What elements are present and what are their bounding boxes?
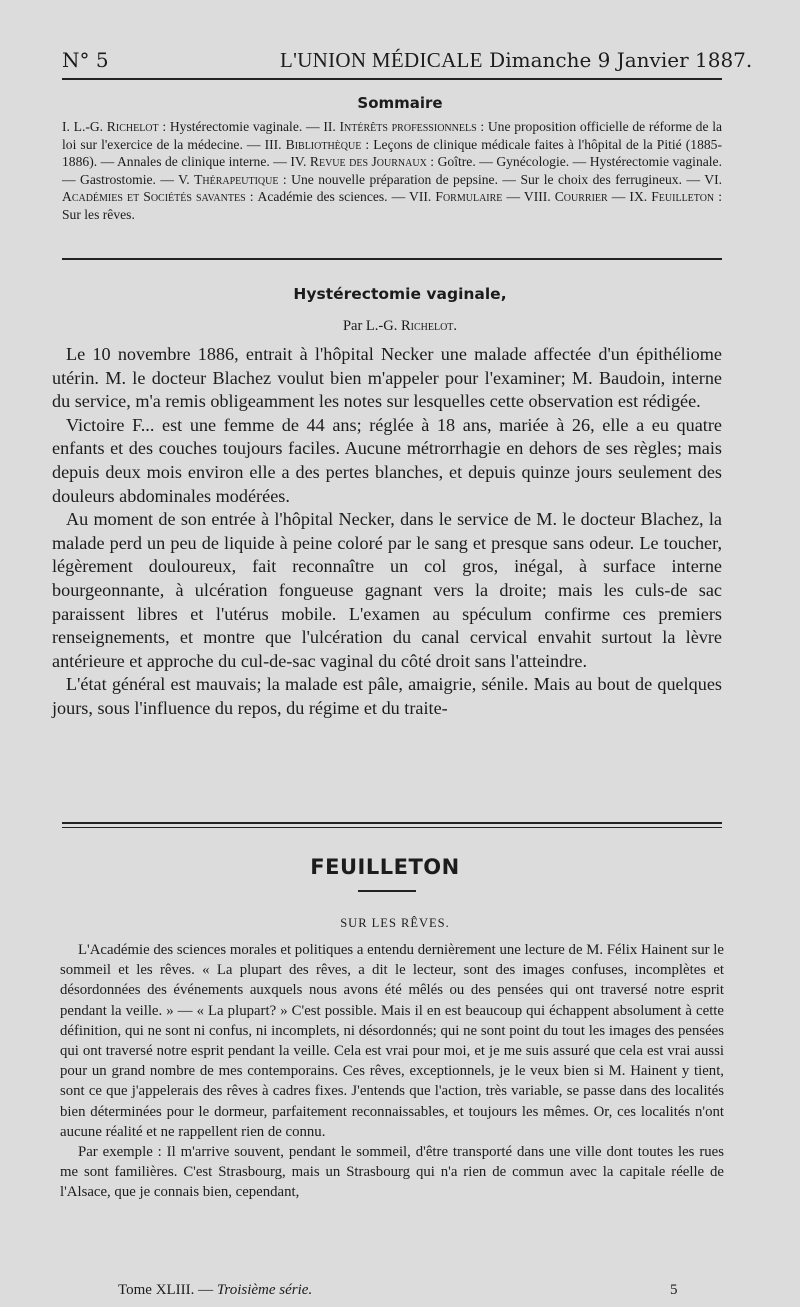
- sommaire-item: III. Bibliothèque : Leçons de clinique médicale faites à l'hôpital de la Pitié (1885-1886). — Annales de clinique interne. —: [62, 136, 722, 169]
- sommaire-item-number: VI.: [704, 171, 722, 187]
- issue-number: N° 5: [62, 48, 109, 72]
- sommaire-item-heading: Revue des Journaux :: [309, 154, 438, 169]
- sommaire-item-heading: L.-G. Richelot :: [73, 119, 170, 134]
- sommaire-item-number: VII.: [409, 189, 436, 204]
- issue-date: Dimanche 9 Janvier 1887.: [489, 48, 753, 72]
- sommaire-item: VII. Formulaire —: [409, 189, 524, 204]
- sommaire-item-heading: Thérapeutique :: [194, 171, 292, 187]
- feuilleton-body: [60, 940, 724, 1203]
- sommaire-title: Sommaire: [357, 94, 443, 112]
- sommaire-item-number: III.: [264, 136, 286, 152]
- sommaire-item-number: VIII.: [523, 189, 555, 204]
- article-paragraph: Au moment de son entrée à l'hôpital Necker, dans le service de M. le docteur Blachez, la malade perd un peu de liquide à peine coloré par le sang et presque sans odeur. Le toucher, légèrement douloureux, fait reconnaître un col gros, inégal, à surface interne bourgeonnante, à ulcération fongueuse gagnant vers la droite; mais les culs-de sac paraissent libres et l'utérus mobile. L'examen au spéculum confirme ces premiers renseignements, et montre que l'ulcération du canal cervical envahit surtout la lèvre antérieure et approche du cul-de-sac vaginal du côté droit sans l'atteindre.: [52, 509, 722, 671]
- feuilleton-title: FEUILLETON: [310, 855, 460, 879]
- journal-title: L'UNION MÉDICALE: [280, 48, 483, 72]
- sommaire-item-text: Une proposition officielle de réforme de la loi sur l'exercice de la médecine.: [62, 119, 723, 152]
- sommaire-item-number: I.: [62, 119, 74, 134]
- sommaire-item-number: IV.: [290, 154, 310, 169]
- footer-page-mark: 5: [670, 1282, 678, 1298]
- author-prefix: Par: [342, 318, 363, 334]
- page-header: [62, 48, 753, 74]
- sommaire-item-heading: Feuilleton :: [651, 189, 722, 204]
- footer-series: Troisième série.: [216, 1282, 313, 1298]
- feuilleton-rule-bottom: [62, 827, 722, 828]
- feuilleton-rule-top: [62, 822, 722, 824]
- footer-volume: [118, 1282, 312, 1299]
- article-title: Hystérectomie vaginale,: [293, 285, 507, 303]
- sommaire-item-heading: Formulaire: [435, 189, 503, 204]
- sommaire-item: VIII. Courrier —: [523, 189, 630, 204]
- article-paragraph: L'état général est mauvais; la malade est pâle, amaigrie, sénile. Mais au bout de quelques jours, sous l'influence du repos, du régime et du traite-: [52, 674, 722, 718]
- sommaire-item-text: Leçons de clinique médicale faites à l'hôpital de la Pitié (1885-1886). — Annales de clinique interne.: [62, 136, 722, 169]
- sommaire-item-number: V.: [178, 171, 195, 187]
- sommaire-item-number: II.: [323, 119, 340, 134]
- article-body: [52, 343, 722, 721]
- sommaire-rule: [62, 258, 722, 260]
- header-rule: [62, 78, 722, 80]
- article-author: [0, 318, 800, 335]
- sommaire-item: II. Intérêts professionnels : Une proposition officielle de réforme de la loi sur l'exercice de la médecine. —: [62, 119, 723, 152]
- sommaire-item-text: Hystérectomie vaginale.: [169, 119, 303, 134]
- sommaire-item-text: Goître. — Gynécologie. — Hystérectomie vaginale. — Gastrostomie.: [62, 154, 722, 187]
- sommaire-item-heading: Courrier: [554, 189, 608, 204]
- sommaire-item-text: Une nouvelle préparation de pepsine. — Sur le choix des ferrugineux.: [291, 171, 683, 187]
- footer-volume-text: Tome XLIII. —: [118, 1282, 214, 1298]
- sommaire-item-heading: Académies et Sociétés savantes :: [62, 189, 258, 204]
- article-paragraph: Victoire F... est une femme de 44 ans; réglée à 18 ans, mariée à 26, elle a eu quatre enfants et des couches toujours faciles. Aucune métrorrhagie en dehors de ses règles; mais depuis deux mois environ elle a des pertes blanches, et depuis quinze jours seulement des douleurs abdominales modérées.: [52, 414, 722, 506]
- feuilleton-subtitle: SUR LES RÊVES.: [340, 916, 450, 930]
- sommaire-item: V. Thérapeutique : Une nouvelle préparation de pepsine. — Sur le choix des ferrugineux. —: [178, 171, 705, 187]
- sommaire-item-heading: Bibliothèque :: [285, 136, 374, 152]
- article-paragraph: Le 10 novembre 1886, entrait à l'hôpital Necker une malade affectée d'un épithéliome utérin. M. le docteur Blachez voulut bien m'appeler pour l'examiner; M. Baudoin, interne du service, m'a remis obligeamment les notes sur lesquelles cette observation est rédigée.: [52, 344, 722, 412]
- feuilleton-paragraph: L'Académie des sciences morales et politiques a entendu dernièrement une lecture de M. Félix Hainent sur le sommeil et les rêves. « La plupart des rêves, a dit le lecteur, sont des images confuses, incomplètes et désordonnées des événements auxquels nous avons été mêlés ou des pensées qui ont traversé notre esprit pendant la veille. » — « La plupart? » C'est possible. Mais il en est beaucoup qui échappent absolument à cette définition, qui ne sont ni confus, ni incomplets, ni désordonnés; qui ne sont point du tout les images des pensées qui ont traversé notre esprit pendant la veille. Cela est vrai pour moi, et je me suis assuré que cela est vrai aussi pour un grand nombre de mes contemporains. Ces rêves, exceptionnels, je le veux bien si M. Hainent y tient, sont ce que j'appelerais des rêves à cadres fixes. J'entends que l'action, très variable, se passe dans des localités bien déterminées pour le dormeur, parfaitement reconnaissables, et toujours les mêmes. Or, ces localités n'ont aucune réalité et ne rappellent rien de connu.: [60, 942, 724, 1140]
- feuilleton-paragraph: Par exemple : Il m'arrive souvent, pendant le sommeil, d'être transporté dans une ville dont toutes les rues me sont familières. C'est Strasbourg, mais un Strasbourg qui n'a rien de commun avec la capitale réelle de l'Alsace, que je connais bien, cependant,: [60, 1144, 724, 1201]
- sommaire-item-number: IX.: [629, 189, 652, 204]
- feuilleton-title-underline: [358, 890, 416, 892]
- author-name: L.-G. Richelot.: [365, 318, 458, 334]
- sommaire-item-text: Académie des sciences.: [257, 189, 388, 204]
- sommaire-item: I. L.-G. Richelot : Hystérectomie vaginale. —: [62, 119, 324, 134]
- sommaire-item-heading: Intérêts professionnels :: [339, 119, 488, 134]
- sommaire-item: VI. Académies et Sociétés savantes : Académie des sciences. —: [62, 171, 722, 204]
- sommaire-item-text: Sur les rêves.: [62, 206, 135, 222]
- journal-heading: [280, 48, 752, 73]
- sommaire-contents: [62, 118, 722, 223]
- sommaire-item: IV. Revue des Journaux : Goître. — Gynécologie. — Hystérectomie vaginale. — Gastrostomie. —: [62, 154, 722, 187]
